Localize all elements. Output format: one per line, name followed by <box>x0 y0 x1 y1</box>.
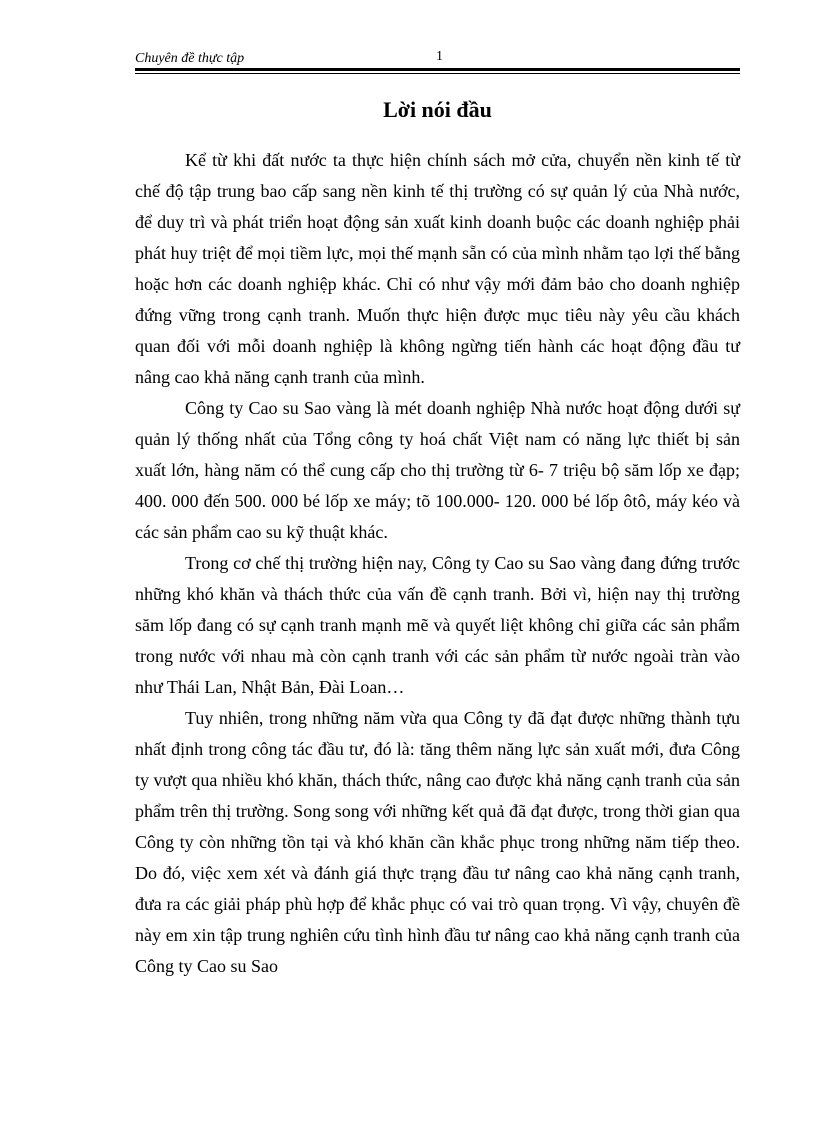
document-body <box>135 145 740 982</box>
paragraph-4: Tuy nhiên, trong những năm vừa qua Công ty đã đạt được những thành tựu nhất định trong công tác đầu tư, đó là: tăng thêm năng lực sản xuất mới, đưa Công ty vượt qua nhiều khó khăn, thách thức, nâng cao được khả năng cạnh tranh của sản phẩm trên thị trường. Song song với những kết quả đã đạt được, trong thời gian qua Công ty còn những tồn tại và khó khăn cần khắc phục trong những năm tiếp theo. Do đó, việc xem xét và đánh giá thực trạng đầu tư nâng cao khả năng cạnh tranh, đưa ra các giải pháp phù hợp để khắc phục có vai trò quan trọng. Vì vậy, chuyên đề này em xin tập trung nghiên cứu tình hình đầu tư nâng cao khả năng cạnh tranh của Công ty Cao su Sao <box>135 708 740 976</box>
paragraph-2: Công ty Cao su Sao vàng là mét doanh nghiệp Nhà nước hoạt động dưới sự quản lý thống nhất của Tổng công ty hoá chất Việt nam có năng lực thiết bị sản xuất lớn, hàng năm có thể cung cấp cho thị trường từ 6- 7 triệu bộ săm lốp xe đạp; 400. 000 đến 500. 000 bé lốp xe máy; tõ 100.000- 120. 000 bé lốp ôtô, máy kéo và các sản phẩm cao su kỹ thuật khác. <box>135 398 740 542</box>
header-rule-thick <box>135 68 740 71</box>
paragraph-3: Trong cơ chế thị trường hiện nay, Công ty Cao su Sao vàng đang đứng trước những khó khăn và thách thức của vấn đề cạnh tranh. Bởi vì, hiện nay thị trường săm lốp đang có sự cạnh tranh mạnh mẽ và quyết liệt không chỉ giữa các sản phẩm trong nước với nhau mà còn cạnh tranh với các sản phẩm từ nước ngoài tràn vào như Thái Lan, Nhật Bản, Đài Loan… <box>135 553 740 697</box>
header-title: Chuyên đề thực tập <box>135 51 245 66</box>
document-title: Lời nói đầu <box>383 97 492 122</box>
header-rule-thin <box>135 73 740 74</box>
page-header <box>135 48 740 70</box>
page-number: 1 <box>436 49 443 64</box>
paragraph-1: Kể từ khi đất nước ta thực hiện chính sách mở cửa, chuyển nền kinh tế từ chế độ tập trung bao cấp sang nền kinh tế thị trường có sự quản lý của Nhà nước, để duy trì và phát triển hoạt động sản xuất kinh doanh buộc các doanh nghiệp phải phát huy triệt để mọi tiềm lực, mọi thế mạnh sẵn có của mình nhằm tạo lợi thế bằng hoặc hơn các doanh nghiệp khác. Chỉ có như vậy mới đảm bảo cho doanh nghiệp đứng vững trong cạnh tranh. Muốn thực hiện được mục tiêu này yêu cầu khách quan đối với mỗi doanh nghiệp là không ngừng tiến hành các hoạt động đầu tư nâng cao khả năng cạnh tranh của mình. <box>135 150 740 387</box>
